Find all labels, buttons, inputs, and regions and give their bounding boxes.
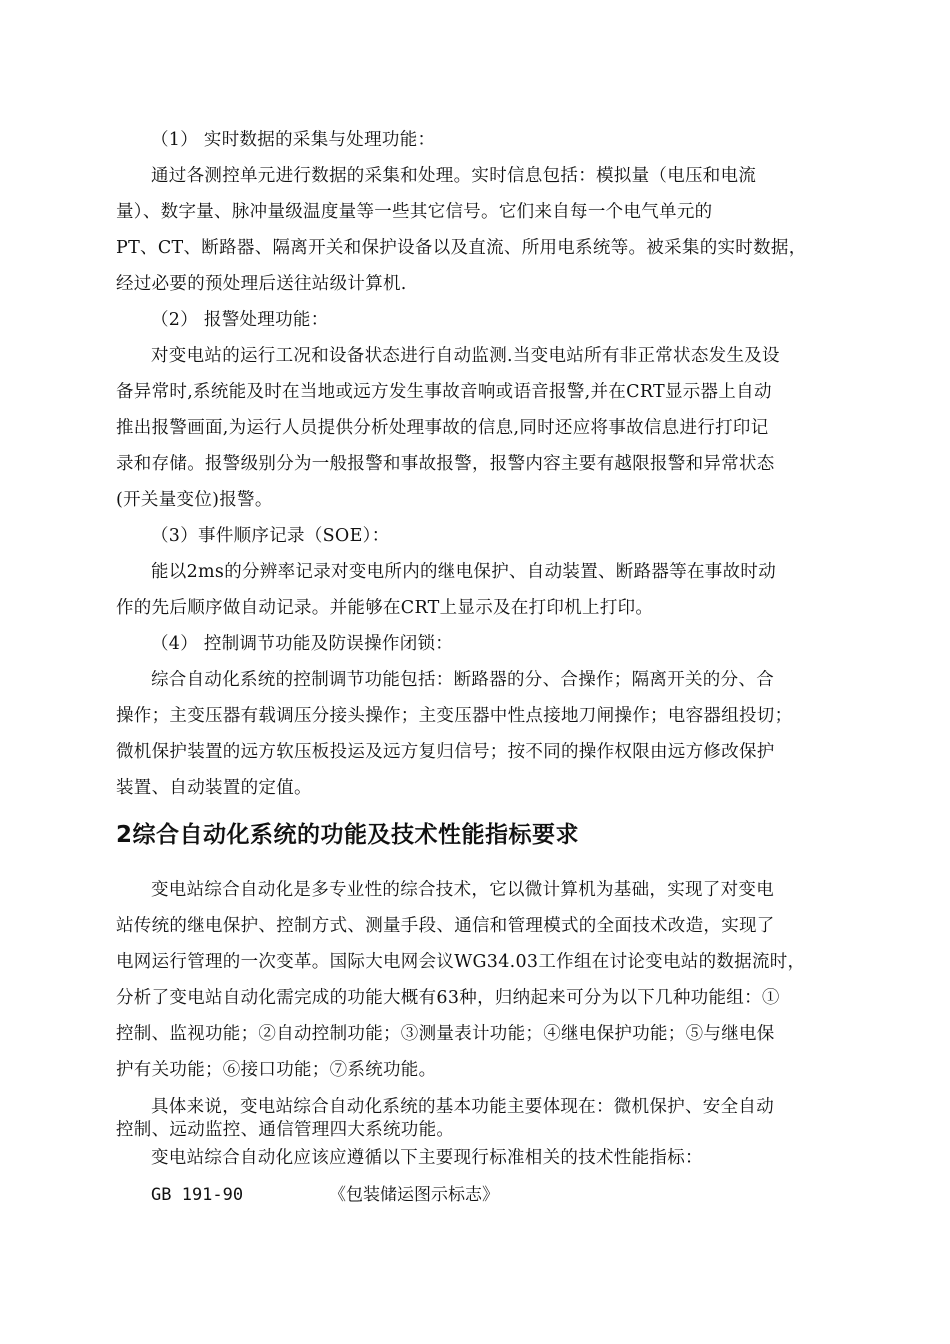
- section-2: [116, 302, 846, 518]
- section-3-heading: （3）事件顺序记录（SOE）：: [151, 526, 390, 546]
- section-4-line-2: 操作；主变压器有载调压分接头操作；主变压器中性点接地刀闸操作；电容器组投切；: [116, 706, 793, 726]
- section-2-line-2: 备异常时,系统能及时在当地或远方发生事故音响或语音报警,并在CRT显示器上自动: [116, 382, 772, 402]
- chapter-paragraph-2: [116, 1096, 846, 1142]
- section-3-line-1: 能以2ms的分辨率记录对变电所内的继电保护、自动装置、断路器等在事故时动: [151, 562, 777, 582]
- chapter-paragraph-1-line-6: 护有关功能；⑥接口功能；⑦系统功能。: [116, 1060, 437, 1080]
- chapter-paragraph-1: [116, 872, 846, 1088]
- section-4-heading: （4） 控制调节功能及防误操作闭锁：: [151, 634, 454, 654]
- section-3-line-2: 作的先后顺序做自动记录。并能够在CRT上显示及在打印机上打印。: [116, 598, 654, 618]
- standard-code: GB 191-90: [151, 1185, 244, 1205]
- section-3: [116, 518, 846, 626]
- chapter-title: 2综合自动化系统的功能及技术性能指标要求: [116, 822, 580, 848]
- section-4-line-3: 微机保护装置的远方软压板投运及远方复归信号；按不同的操作权限由远方修改保护: [116, 742, 775, 762]
- chapter-paragraph-3-line-1: 变电站综合自动化应该应遵循以下主要现行标准相关的技术性能指标：: [151, 1148, 703, 1168]
- section-1-heading: （1） 实时数据的采集与处理功能：: [151, 130, 436, 150]
- section-2-line-5: (开关量变位)报警。: [116, 490, 273, 510]
- standard-entry: [151, 1183, 499, 1207]
- section-1: [116, 122, 846, 302]
- chapter-paragraph-3: [116, 1147, 846, 1170]
- chapter-paragraph-1-line-1: 变电站综合自动化是多专业性的综合技术，它以微计算机为基础，实现了对变电: [151, 880, 774, 900]
- section-4: [116, 626, 846, 806]
- section-4-line-4: 装置、自动装置的定值。: [116, 778, 312, 798]
- chapter-paragraph-2-line-1: 具体来说，变电站综合自动化系统的基本功能主要体现在：微机保护、安全自动: [151, 1097, 774, 1117]
- section-2-line-4: 录和存储。报警级别分为一般报警和事故报警，报警内容主要有越限报警和异常状态: [116, 454, 775, 474]
- section-1-line-4: 经过必要的预处理后送往站级计算机.: [116, 274, 407, 294]
- chapter-paragraph-1-line-3: 电网运行管理的一次变革。国际大电网会议WG34.03工作组在讨论变电站的数据流时，: [116, 952, 806, 972]
- chapter-paragraph-1-line-2: 站传统的继电保护、控制方式、测量手段、通信和管理模式的全面技术改造，实现了: [116, 916, 775, 936]
- standard-name: 《包装储运图示标志》: [329, 1185, 499, 1205]
- section-2-line-1: 对变电站的运行工况和设备状态进行自动监测.当变电站所有非正常状态发生及设: [151, 346, 780, 366]
- section-1-line-2: 量）、数字量、脉冲量级温度量等一些其它信号。它们来自每一个电气单元的: [116, 202, 713, 222]
- chapter-paragraph-2-line-2: 控制、远动监控、通信管理四大系统功能。: [116, 1120, 455, 1140]
- section-2-line-3: 推出报警画面,为运行人员提供分析处理事故的信息,同时还应将事故信息进行打印记: [116, 418, 769, 438]
- chapter-paragraph-1-line-5: 控制、监视功能；②自动控制功能；③测量表计功能；④继电保护功能；⑤与继电保: [116, 1024, 775, 1044]
- section-4-line-1: 综合自动化系统的控制调节功能包括：断路器的分、合操作；隔离开关的分、合: [151, 670, 774, 690]
- section-1-line-1: 通过各测控单元进行数据的采集和处理。实时信息包括：模拟量（电压和电流: [151, 166, 757, 186]
- section-1-line-3: PT、CT、断路器、隔离开关和保护设备以及直流、所用电系统等。被采集的实时数据，: [116, 238, 807, 258]
- chapter-paragraph-1-line-4: 分析了变电站自动化需完成的功能大概有63种，归纳起来可分为以下几种功能组：①: [116, 988, 780, 1008]
- section-2-heading: （2） 报警处理功能：: [151, 310, 329, 330]
